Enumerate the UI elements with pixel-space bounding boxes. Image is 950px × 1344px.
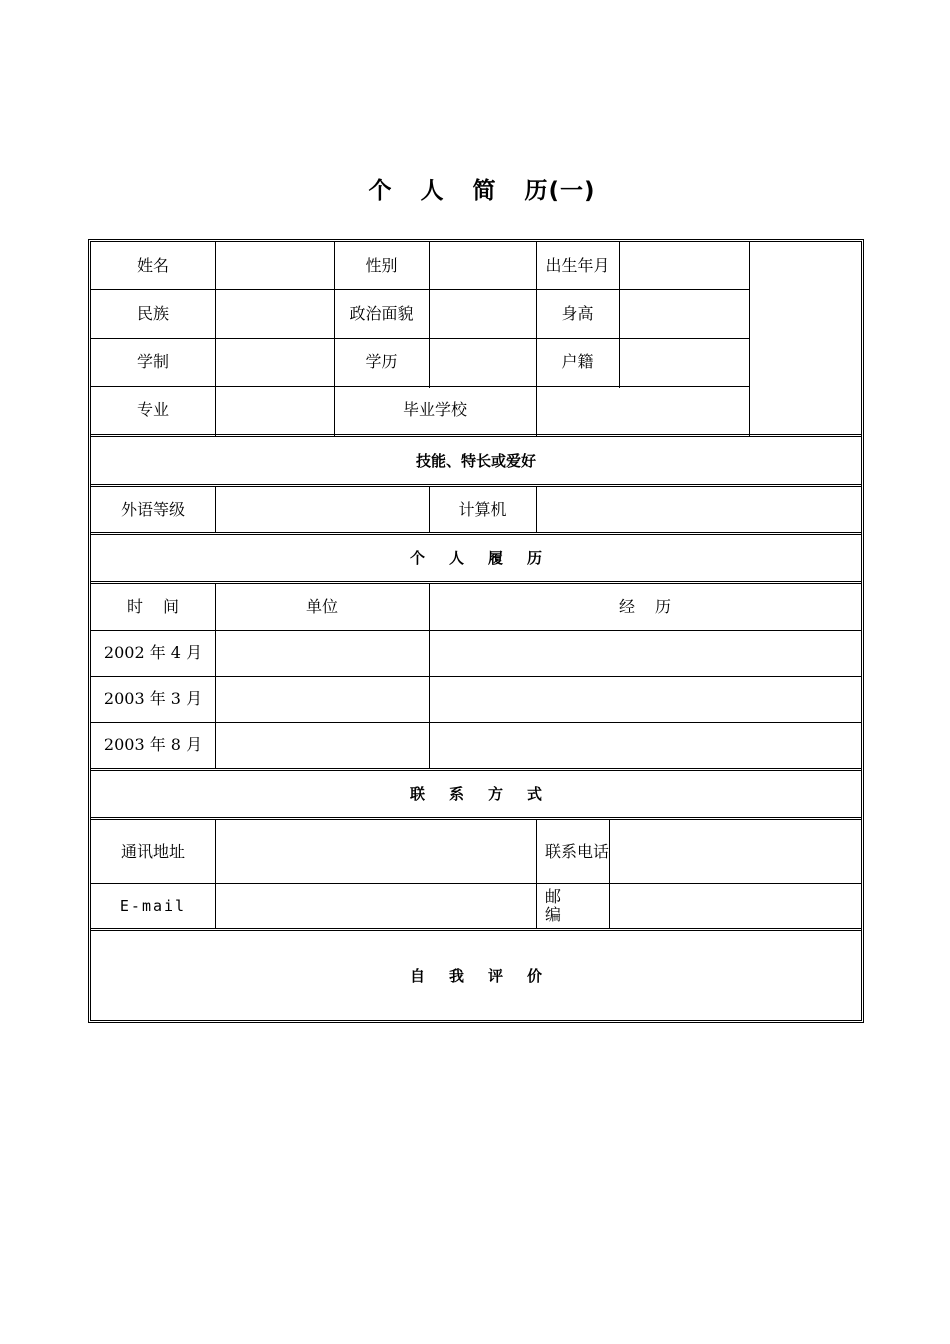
gender-value-cell[interactable] bbox=[429, 242, 536, 289]
major-value-cell[interactable] bbox=[215, 386, 334, 434]
contact-heading: 联 系 方 式 bbox=[409, 785, 543, 803]
height-label: 身高 bbox=[561, 303, 594, 323]
ethnicity-label: 民族 bbox=[136, 303, 169, 323]
computer-label: 计算机 bbox=[458, 499, 507, 519]
history-row-unit-cell[interactable] bbox=[215, 630, 429, 676]
history-row-time: 2002 年 4 月 bbox=[103, 643, 203, 662]
gender-label: 性别 bbox=[365, 255, 398, 275]
experience-header: 经 历 bbox=[618, 597, 672, 616]
history-row-time: 2003 年 8 月 bbox=[103, 735, 203, 754]
phone-label: 联系电话 bbox=[545, 841, 610, 861]
schooling-label: 学制 bbox=[136, 352, 169, 371]
email-value-cell[interactable] bbox=[215, 883, 536, 928]
birth-label: 出生年月 bbox=[545, 255, 610, 275]
education-label: 学历 bbox=[365, 352, 398, 371]
history-heading: 个 人 履 历 bbox=[409, 549, 543, 567]
history-row-unit-cell[interactable] bbox=[215, 722, 429, 768]
schooling-value-cell[interactable] bbox=[215, 338, 334, 386]
language-value-cell[interactable] bbox=[215, 487, 429, 532]
computer-value-cell[interactable] bbox=[536, 487, 861, 532]
history-row-experience-cell[interactable] bbox=[429, 630, 861, 676]
phone-value-cell[interactable] bbox=[609, 820, 861, 883]
history-row-experience-cell[interactable] bbox=[429, 676, 861, 722]
name-value-cell[interactable] bbox=[215, 242, 334, 289]
address-label: 通讯地址 bbox=[120, 841, 185, 861]
skills-heading: 技能、特长或爱好 bbox=[415, 451, 536, 470]
history-row-unit-cell[interactable] bbox=[215, 676, 429, 722]
history-row-time: 2003 年 3 月 bbox=[103, 689, 203, 708]
address-value-cell[interactable] bbox=[215, 820, 536, 883]
unit-header: 单位 bbox=[305, 597, 338, 616]
photo-cell[interactable] bbox=[749, 242, 861, 434]
postcode-value-cell[interactable] bbox=[609, 883, 861, 928]
page-title: 个 人 简 历(一) bbox=[368, 178, 596, 204]
ethnicity-value-cell[interactable] bbox=[215, 289, 334, 338]
school-label: 毕业学校 bbox=[402, 400, 467, 419]
postcode-label: 邮编 bbox=[545, 886, 562, 924]
school-value-cell[interactable] bbox=[536, 386, 749, 434]
political-value-cell[interactable] bbox=[429, 289, 536, 338]
language-label: 外语等级 bbox=[120, 499, 185, 519]
education-value-cell[interactable] bbox=[429, 338, 536, 386]
name-label: 姓名 bbox=[136, 255, 169, 275]
self-evaluation-heading[interactable]: 自 我 评 价 bbox=[409, 966, 543, 985]
political-label: 政治面貌 bbox=[349, 303, 414, 323]
hukou-label: 户籍 bbox=[561, 352, 594, 371]
hukou-value-cell[interactable] bbox=[619, 338, 749, 386]
history-row-experience-cell[interactable] bbox=[429, 722, 861, 768]
major-label: 专业 bbox=[136, 400, 169, 419]
email-label: E-mail bbox=[119, 896, 187, 915]
height-value-cell[interactable] bbox=[619, 289, 749, 338]
birth-value-cell[interactable] bbox=[619, 242, 749, 289]
resume-table bbox=[88, 239, 864, 1023]
time-header: 时 间 bbox=[126, 597, 180, 616]
